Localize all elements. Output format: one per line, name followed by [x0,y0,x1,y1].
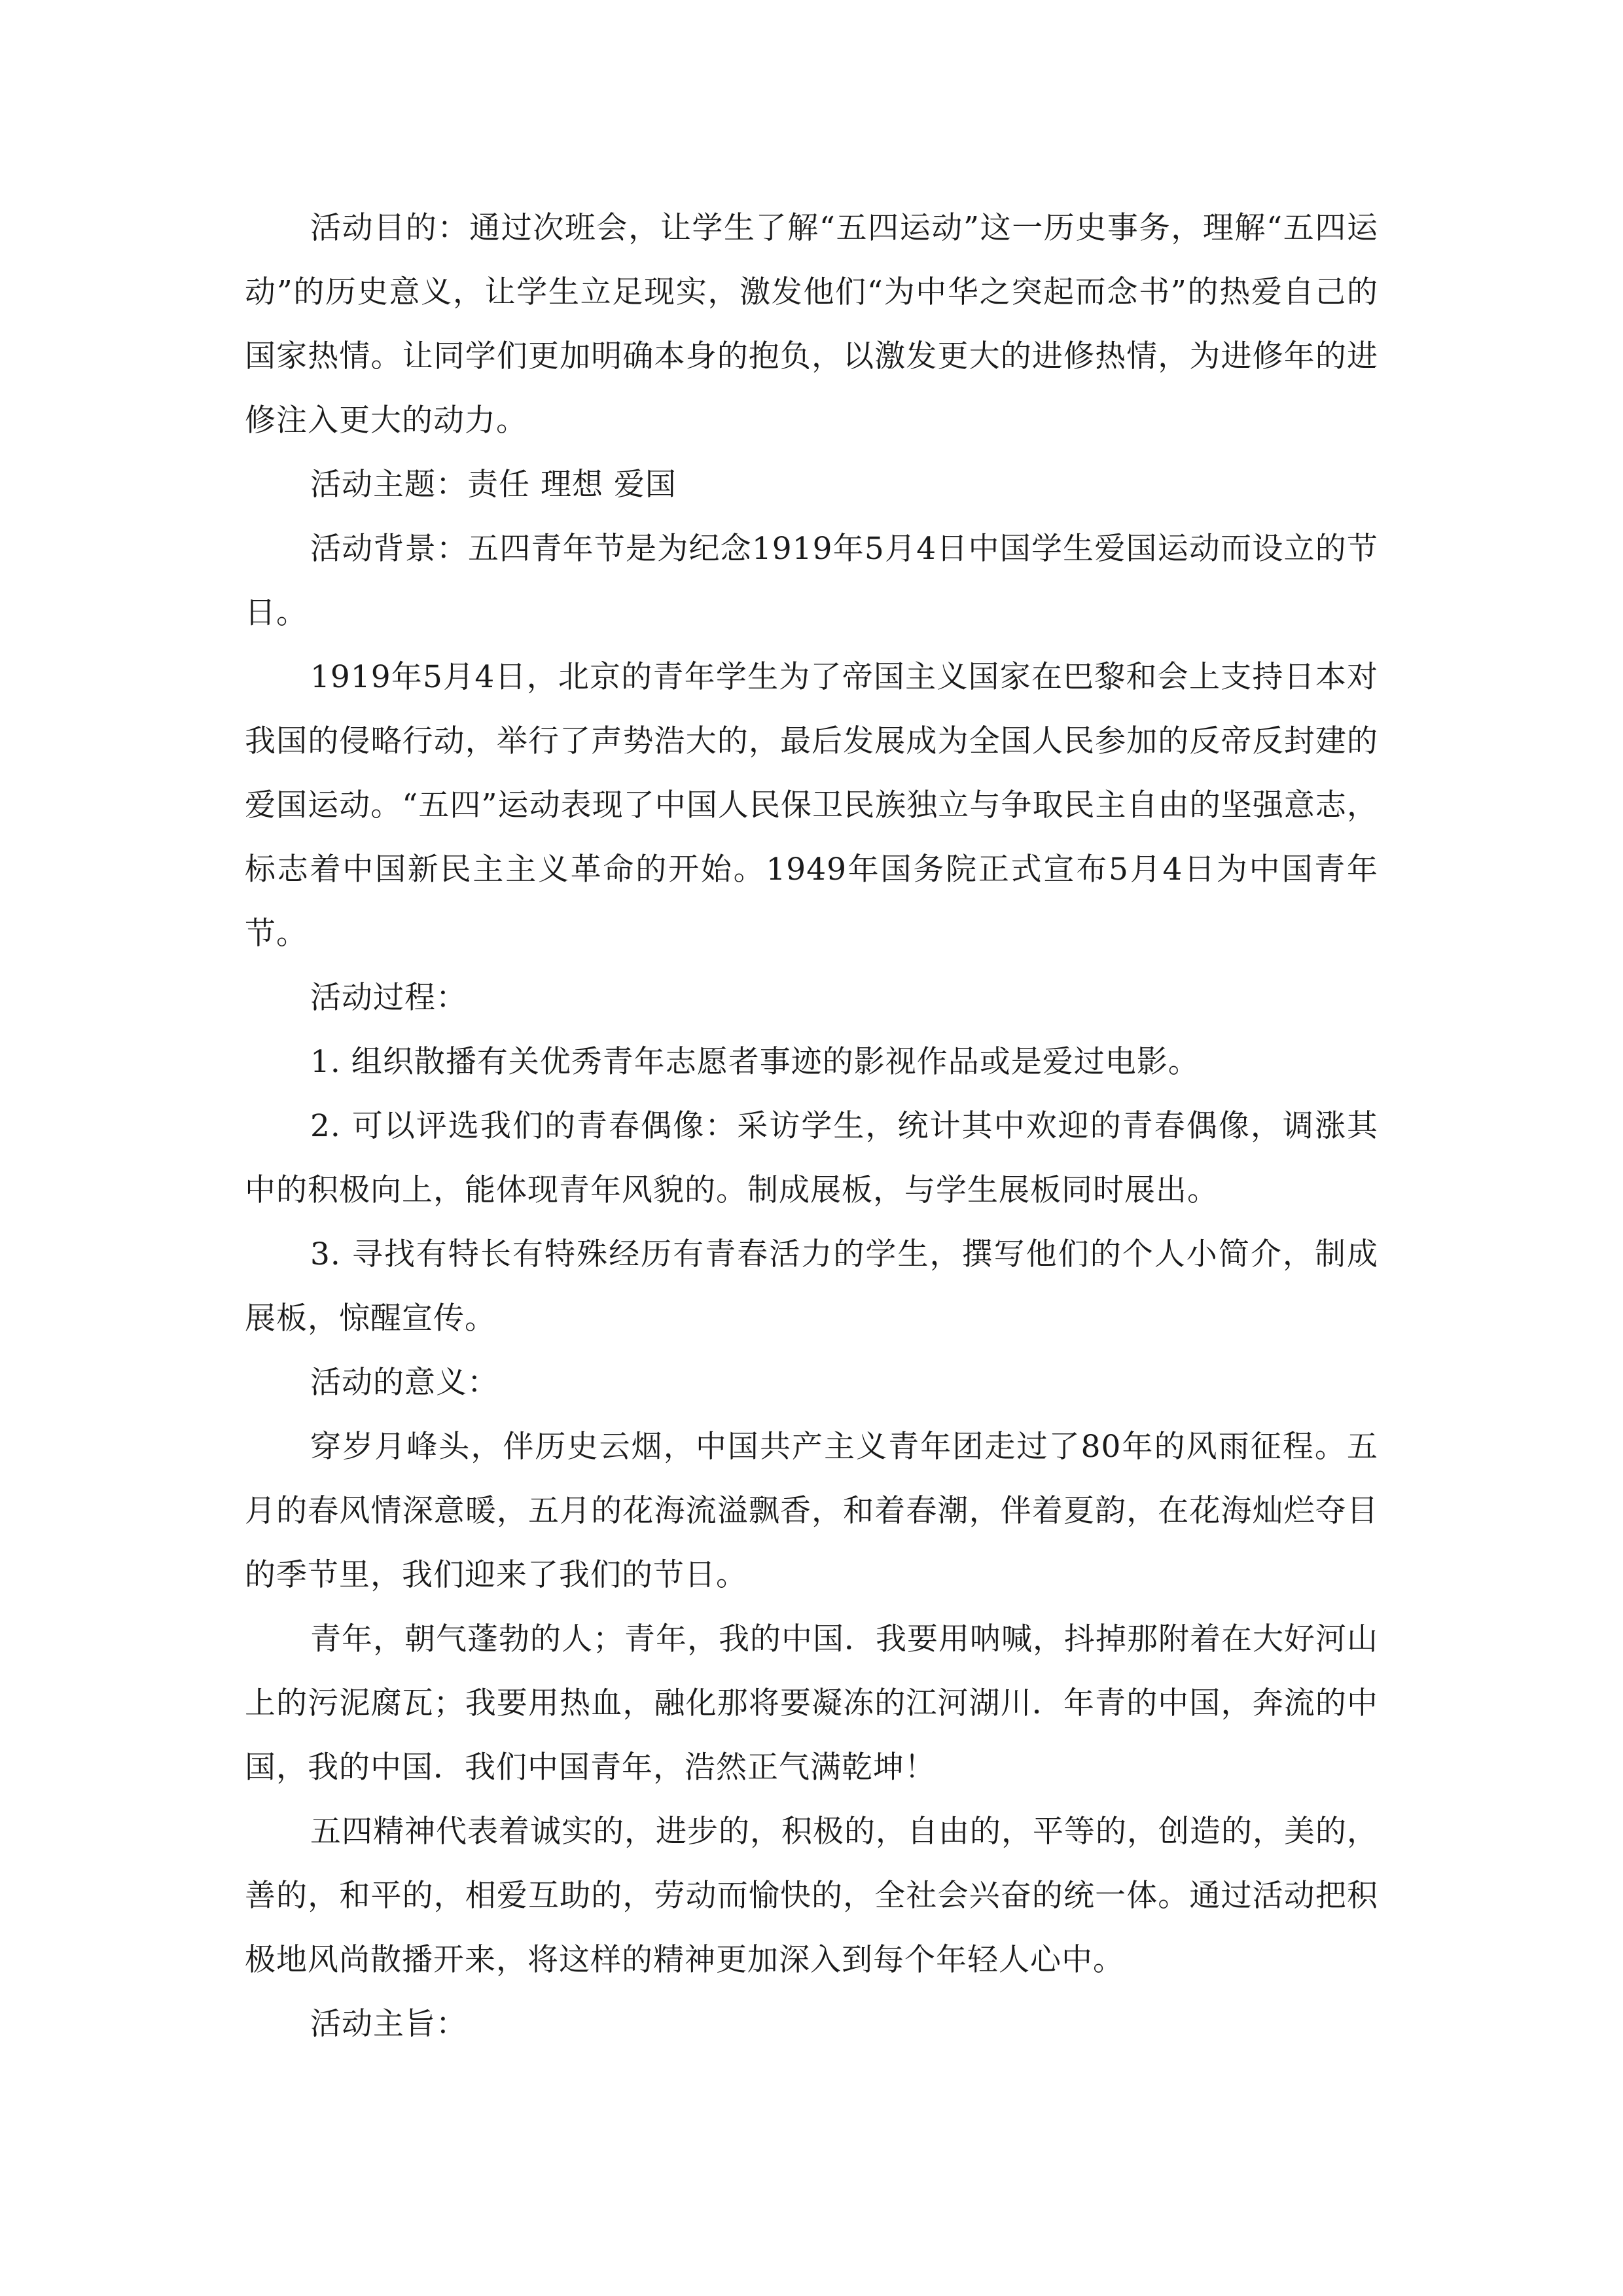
process-item-3: 3. 寻找有特长有特殊经历有青春活力的学生，撰写他们的个人小简介，制成展板，惊醒宣传。 [245,1236,1378,1336]
paragraph-history: 1919年5月4日，北京的青年学生为了帝国主义国家在巴黎和会上支持日本对我国的侵略行动，举行了声势浩大的，最后发展成为全国人民参加的反帝反封建的爱国运动。“五四”运动表现了中国人民保卫民族独立与争取民主自由的坚强意志，标志着中国新民主主义革命的开始。1949年国务院正式宣布5月4日为中国青年节。 [245,659,1378,952]
heading-aim: 活动主旨： [310,2006,467,2042]
paragraph-purpose: 活动目的：通过次班会，让学生了解“五四运动”这一历史事务，理解“五四运动”的历史意义，让学生立足现实，激发他们“为中华之突起而念书”的热爱自己的国家热情。让同学们更加明确本身的抱负，以激发更大的进修热情，为进修年的进修注入更大的动力。 [245,210,1378,439]
process-item-1: 1. 组织散播有关优秀青年志愿者事迹的影视作品或是爱过电影。 [310,1044,1200,1080]
document-body [245,196,1378,2056]
heading-process: 活动过程： [310,980,467,1016]
paragraph-significance-3: 五四精神代表着诚实的，进步的，积极的，自由的，平等的，创造的，美的，善的，和平的，相爱互助的，劳动而愉快的，全社会兴奋的统一体。通过活动把积极地风尚散播开来，将这样的精神更加深入到每个年轻人心中。 [245,1814,1378,1978]
paragraph-background: 活动背景：五四青年节是为纪念1919年5月4日中国学生爱国运动而设立的节日。 [245,531,1378,631]
paragraph-significance-2: 青年，朝气蓬勃的人；青年，我的中国．我要用呐喊，抖掉那附着在大好河山上的污泥腐瓦；我要用热血，融化那将要凝冻的江河湖川．年青的中国，奔流的中国，我的中国．我们中国青年，浩然正气满乾坤！ [245,1621,1378,1785]
paragraph-theme: 活动主题：责任 理想 爱国 [310,467,677,503]
heading-significance: 活动的意义： [310,1365,499,1401]
process-item-2: 2. 可以评选我们的青春偶像：采访学生，统计其中欢迎的青春偶像，调涨其中的积极向上，能体现青年风貌的。制成展板，与学生展板同时展出。 [245,1108,1378,1208]
paragraph-significance-1: 穿岁月峰头，伴历史云烟，中国共产主义青年团走过了80年的风雨征程。五月的春风情深意暖，五月的花海流溢飘香，和着春潮，伴着夏韵，在花海灿烂夺目的季节里，我们迎来了我们的节日。 [245,1429,1378,1593]
